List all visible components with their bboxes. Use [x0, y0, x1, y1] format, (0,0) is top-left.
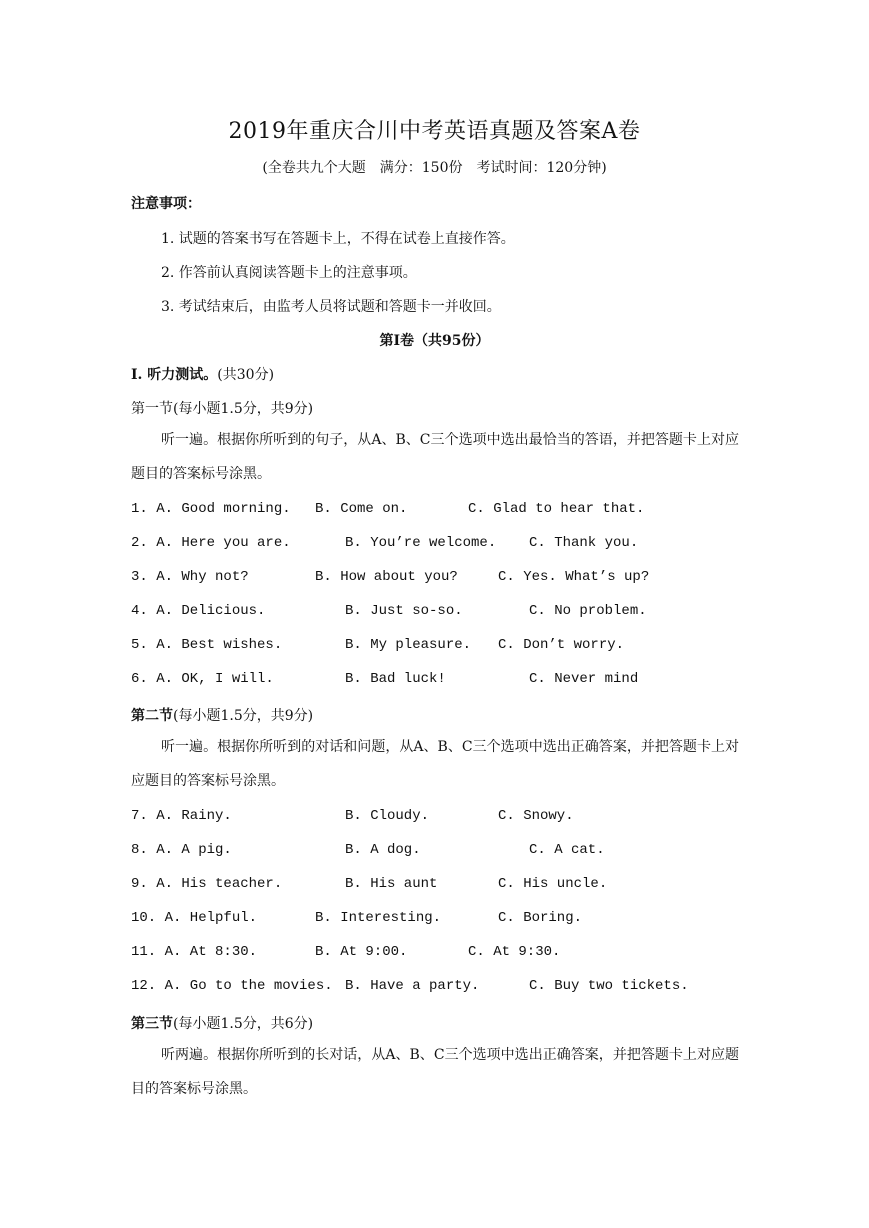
question-6-b: B. Bad luck! [345, 671, 446, 687]
question-11-c: C. At 9:30. [468, 944, 561, 960]
sub2-heading-points: (每小题1.5分，共9分) [173, 708, 314, 724]
question-10-b: B. Interesting. [315, 910, 442, 926]
question-8-a: 8. A. A pig. [131, 842, 232, 858]
question-12-c: C. Buy two tickets. [529, 978, 689, 994]
section1-heading-points: (共30分) [217, 367, 275, 383]
exam-title: 2019年重庆合川中考英语真题及答案A卷 [228, 119, 641, 144]
question-11-b: B. At 9:00. [315, 944, 408, 960]
question-8-b: B. A dog. [345, 842, 421, 858]
question-4-a: 4. A. Delicious. [131, 603, 266, 619]
question-4-b: B. Just so-so. [345, 603, 463, 619]
sub1-heading-label: 第一节 [131, 401, 173, 417]
question-4-c: C. No problem. [529, 603, 647, 619]
question-12-b: B. Have a party. [345, 978, 480, 994]
sub2-heading [131, 705, 313, 725]
question-5-b: B. My pleasure. [345, 637, 472, 653]
exam-subtitle: (全卷共九个大题 满分：150份 考试时间：120分钟) [262, 160, 607, 176]
question-7-c: C. Snowy. [498, 808, 574, 824]
sub1-heading-points: (每小题1.5分，共9分) [173, 401, 314, 417]
question-2-b: B. You’re welcome. [345, 535, 497, 551]
question-2-c: C. Thank you. [529, 535, 639, 551]
question-3-c: C. Yes. What’s up? [498, 569, 650, 585]
question-8-c: C. A cat. [529, 842, 605, 858]
notice-item: 2. 作答前认真阅读答题卡上的注意事项。 [161, 265, 417, 281]
question-2-a: 2. A. Here you are. [131, 535, 291, 551]
question-9-a: 9. A. His teacher. [131, 876, 283, 892]
question-3-b: B. How about you? [315, 569, 458, 585]
question-5-c: C. Don’t worry. [498, 637, 625, 653]
question-11-a: 11. A. At 8:30. [131, 944, 258, 960]
notice-heading: 注意事项： [131, 196, 201, 212]
question-3-a: 3. A. Why not? [131, 569, 249, 585]
sub2-heading-label: 第二节 [131, 708, 173, 724]
section1-heading [131, 364, 274, 384]
question-9-b: B. His aunt [345, 876, 438, 892]
question-7-b: B. Cloudy. [345, 808, 430, 824]
question-7-a: 7. A. Rainy. [131, 808, 232, 824]
question-12-a: 12. A. Go to the movies. [131, 978, 333, 994]
question-10-c: C. Boring. [498, 910, 583, 926]
question-1-a: 1. A. Good morning. [131, 501, 291, 517]
sub3-instruction: 听两遍。根据你所听到的长对话，从A、B、C三个选项中选出正确答案，并把答题卡上对应题目的答案标号涂黑。 [131, 1047, 739, 1097]
question-9-c: C. His uncle. [498, 876, 608, 892]
sub1-heading [131, 398, 313, 418]
question-1-b: B. Come on. [315, 501, 408, 517]
notice-item: 1. 试题的答案书写在答题卡上，不得在试卷上直接作答。 [161, 231, 515, 247]
question-5-a: 5. A. Best wishes. [131, 637, 283, 653]
notice-item: 3. 考试结束后，由监考人员将试题和答题卡一并收回。 [161, 299, 501, 315]
sub1-instruction: 听一遍。根据你所听到的句子，从A、B、C三个选项中选出最恰当的答语，并把答题卡上对应题目的答案标号涂黑。 [131, 432, 739, 482]
part1-heading: 第Ⅰ卷（共95份） [379, 333, 490, 349]
question-6-a: 6. A. OK, I will. [131, 671, 274, 687]
sub3-heading [131, 1013, 313, 1033]
question-10-a: 10. A. Helpful. [131, 910, 258, 926]
section1-heading-bold: I. 听力测试。 [131, 367, 218, 383]
sub2-instruction: 听一遍。根据你所听到的对话和问题，从A、B、C三个选项中选出正确答案，并把答题卡上对应题目的答案标号涂黑。 [131, 739, 739, 789]
question-1-c: C. Glad to hear that. [468, 501, 645, 517]
sub3-heading-points: (每小题1.5分，共6分) [173, 1016, 314, 1032]
sub3-heading-label: 第三节 [131, 1016, 173, 1032]
question-6-c: C. Never mind [529, 671, 639, 687]
